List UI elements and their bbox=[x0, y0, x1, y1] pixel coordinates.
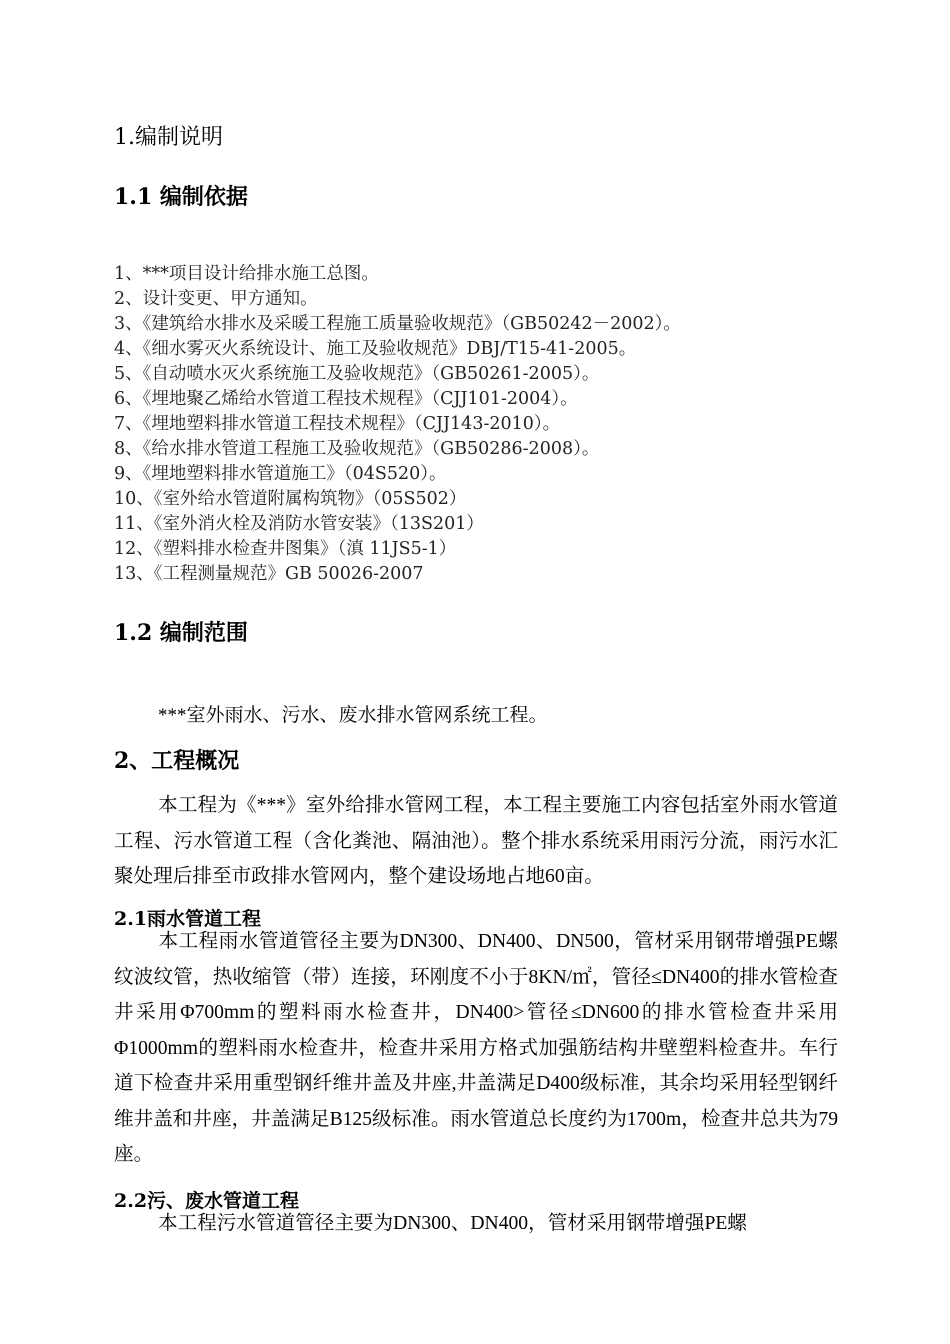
list-item: 2、设计变更、甲方通知。 bbox=[114, 289, 318, 309]
list-item: 6、《埋地聚乙烯给水管道工程技术规程》（CJJ101-2004）。 bbox=[114, 389, 578, 409]
sewage-text: 本工程污水管道管径主要为DN300、DN400，管材采用钢带增强PE螺 bbox=[158, 1213, 747, 1234]
section-2-heading: 2、工程概况 bbox=[114, 748, 240, 774]
list-item: 1、***项目设计给排水施工总图。 bbox=[114, 264, 379, 284]
list-item: 5、《自动喷水灭火系统施工及验收规范》（GB50261-2005）。 bbox=[114, 364, 600, 384]
section-2-1-heading: 2.1雨水管道工程 bbox=[114, 908, 262, 930]
list-item: 13、《工程测量规范》GB 50026-2007 bbox=[114, 564, 424, 584]
list-item: 11、《室外消火栓及消防水管安装》（13S201） bbox=[114, 514, 484, 534]
overview-text: 本工程为《***》室外给排水管网工程，本工程主要施工内容包括室外雨水管道工程、污水管道工程（含化粪池、隔油池）。整个排水系统采用雨污分流，雨污水汇聚处理后排至市政排水管网内，整个建设场地占地60亩。 bbox=[114, 795, 838, 887]
list-item: 10、《室外给水管道附属构筑物》（05S502） bbox=[114, 489, 467, 509]
list-item: 8、《给水排水管道工程施工及验收规范》（GB50286-2008）。 bbox=[114, 439, 600, 459]
overview-paragraph bbox=[114, 788, 838, 895]
list-item: 4、《细水雾灭火系统设计、施工及验收规范》DBJ/T15-41-2005。 bbox=[114, 339, 637, 359]
section-1-1-heading: 1.1 编制依据 bbox=[114, 184, 248, 210]
basis-list bbox=[114, 262, 681, 587]
scope-paragraph: ***室外雨水、污水、废水排水管网系统工程。 bbox=[158, 705, 548, 726]
sewage-paragraph bbox=[114, 1206, 838, 1242]
rain-text: 本工程雨水管道管径主要为DN300、DN400、DN500，管材采用钢带增强PE螺纹波纹管，热收缩管（带）连接，环刚度不小于8KN/㎡，管径≤DN400的排水管检查井采用Φ700mm的塑料雨水检查井，DN400>管径≤DN600的排水管检查井采用Φ1000mm的塑料雨水检查井，检查井采用方格式加强筋结构井壁塑料检查井。车行道下检查井采用重型钢纤维井盖及井座,井盖满足D400级标准，其余均采用轻型钢纤维井盖和井座，井盖满足B125级标准。雨水管道总长度约为1700m，检查井总共为79座。 bbox=[114, 931, 838, 1165]
list-item: 3、《建筑给水排水及采暖工程施工质量验收规范》（GB50242－2002）。 bbox=[114, 314, 681, 334]
section-1-heading: 1.编制说明 bbox=[114, 125, 223, 150]
list-item: 12、《塑料排水检查井图集》（滇 11JS5-1） bbox=[114, 539, 457, 559]
rain-paragraph bbox=[114, 924, 838, 1173]
list-item: 9、《埋地塑料排水管道施工》（04S520）。 bbox=[114, 464, 447, 484]
section-2-2-heading: 2.2污、废水管道工程 bbox=[114, 1190, 300, 1212]
section-1-2-heading: 1.2 编制范围 bbox=[114, 620, 248, 646]
list-item: 7、《埋地塑料排水管道工程技术规程》（CJJ143-2010）。 bbox=[114, 414, 561, 434]
